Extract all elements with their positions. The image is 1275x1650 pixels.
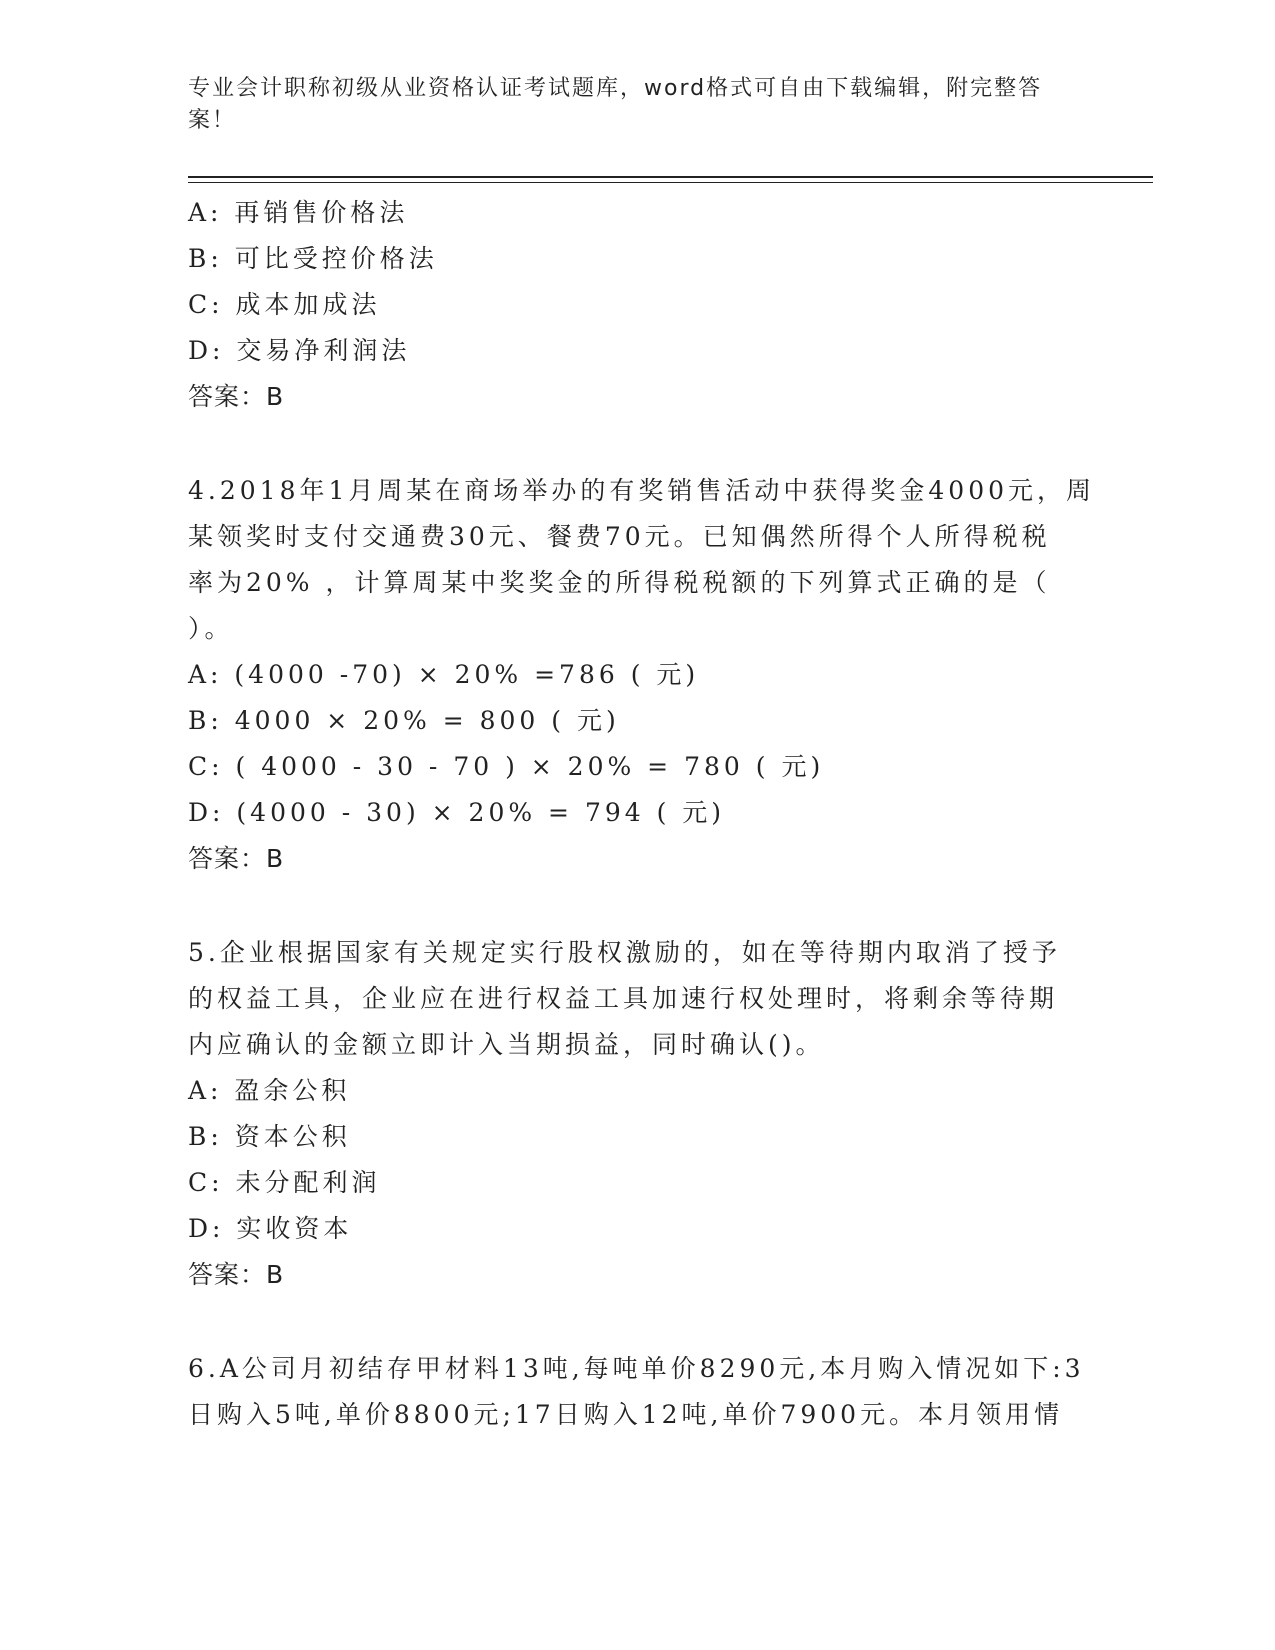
question-4 <box>188 468 1096 882</box>
answer-line: 答案：B <box>188 1260 285 1289</box>
option-a: A: 再销售价格法 <box>188 198 409 227</box>
option-d: D: (4000 - 30) × 20% = 794 ( 元) <box>188 798 726 827</box>
question-5 <box>188 930 1088 1298</box>
question-stem-line: 6.A公司月初结存甲材料13吨,每吨单价8290元,本月购入情况如下:3 <box>188 1354 1085 1383</box>
option-c: C: 未分配利润 <box>188 1168 381 1197</box>
question-spacer <box>188 882 1088 930</box>
header-divider-thin <box>188 182 1153 183</box>
document-body <box>188 190 1096 1438</box>
option-d: D: 交易净利润法 <box>188 336 411 365</box>
option-a: A: 盈余公积 <box>188 1076 351 1105</box>
question-3 <box>188 190 1088 420</box>
answer-line: 答案：B <box>188 382 285 411</box>
question-stem-line: 4.2018年1月周某在商场举办的有奖销售活动中获得奖金4000元，周 <box>188 476 1096 505</box>
document-header <box>188 73 1088 137</box>
question-spacer <box>188 420 1088 468</box>
question-stem-line: 日购入5吨,单价8800元;17日购入12吨,单价7900元。本月领用情 <box>188 1400 1064 1429</box>
option-a: A: (4000 -70) × 20% =786 ( 元) <box>188 660 700 689</box>
question-spacer <box>188 1298 1088 1346</box>
option-b: B: 可比受控价格法 <box>188 244 438 273</box>
header-divider-thick <box>188 176 1153 178</box>
option-c: C: ( 4000 - 30 - 70 ) × 20% = 780 ( 元) <box>188 752 825 781</box>
question-stem-line: 的权益工具，企业应在进行权益工具加速行权处理时，将剩余等待期 <box>188 984 1059 1013</box>
option-b: B: 4000 × 20% = 800 ( 元) <box>188 706 620 735</box>
question-stem-line: 某领奖时支付交通费30元、餐费70元。已知偶然所得个人所得税税 <box>188 522 1051 551</box>
question-stem-line: 率为20% ，计算周某中奖奖金的所得税税额的下列算式正确的是（ <box>188 568 1051 597</box>
option-b: B: 资本公积 <box>188 1122 351 1151</box>
answer-line: 答案：B <box>188 844 285 873</box>
option-c: C: 成本加成法 <box>188 290 381 319</box>
question-stem-line: ）。 <box>188 614 234 643</box>
question-stem-line: 内应确认的金额立即计入当期损益，同时确认()。 <box>188 1030 825 1059</box>
option-d: D: 实收资本 <box>188 1214 353 1243</box>
question-6 <box>188 1346 1088 1438</box>
header-title: 专业会计职称初级从业资格认证考试题库，word格式可自由下载编辑，附完整答案！ <box>188 76 1043 133</box>
question-stem-line: 5.企业根据国家有关规定实行股权激励的，如在等待期内取消了授予 <box>188 938 1061 967</box>
